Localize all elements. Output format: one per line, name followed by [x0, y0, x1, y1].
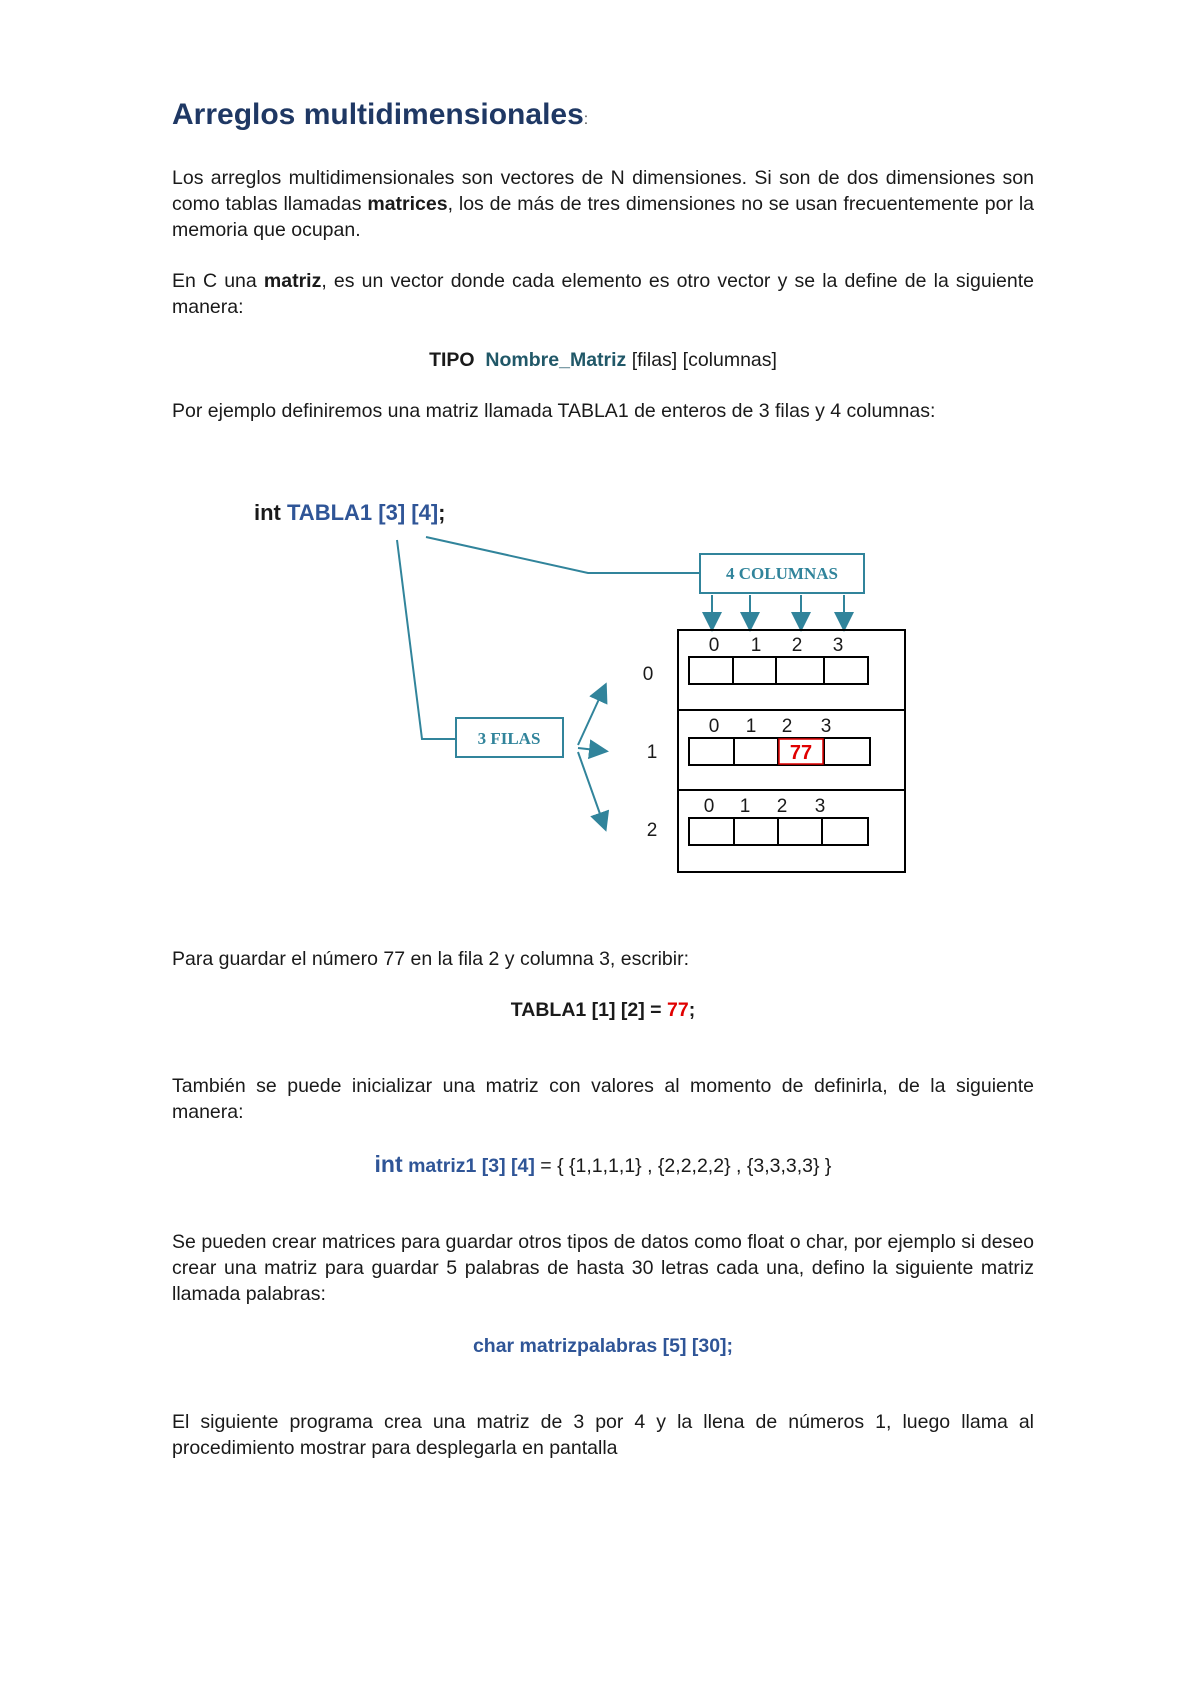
decl-int: int	[254, 500, 281, 525]
col-index: 1	[739, 796, 751, 817]
char-declaration	[172, 1333, 1034, 1359]
paragraph-store-77	[172, 946, 1034, 972]
rows-label: 3 FILAS	[477, 729, 541, 748]
column-arrows	[712, 595, 844, 628]
p6-text: Se pueden crear matrices para guardar otros tipos de datos como float o char, por ejemplo si deseo crear una matriz para guardar 5 palabras de hasta 30 letras cada una, defino la siguiente matriz llamada palabras:	[172, 1231, 1034, 1305]
assign-line	[172, 997, 1034, 1023]
title-text: Arreglos multidimensionales	[172, 98, 584, 131]
init-int: int	[374, 1151, 403, 1177]
init-values: = { {1,1,1,1} , {2,2,2,2} , {3,3,3,3} }	[534, 1155, 832, 1177]
decl-semicolon: ;	[438, 500, 446, 525]
init-name: matriz1 [3] [4]	[402, 1155, 535, 1177]
init-line	[172, 1151, 1034, 1179]
col-index: 0	[708, 635, 720, 656]
highlight-value: 77	[789, 742, 813, 764]
assign-left: TABLA1 [1] [2] =	[510, 999, 667, 1021]
p1-text-end: , los de más de tres dimensiones no se usan frecuentemente por la memoria que ocupan.	[172, 193, 1034, 241]
columns-label: 4 COLUMNAS	[726, 564, 838, 583]
row-arrows	[578, 686, 605, 828]
col-index: 2	[776, 796, 788, 817]
p3-text: Por ejemplo definiremos una matriz llamada TABLA1 de enteros de 3 filas y 4 columnas:	[172, 400, 936, 422]
col-index: 3	[820, 716, 832, 737]
col-index: 0	[708, 716, 720, 737]
matrix-row-1	[689, 716, 870, 765]
row-index-1: 1	[646, 742, 658, 763]
syntax-dims: [filas] [columnas]	[626, 349, 777, 371]
syntax-type: TIPO	[429, 349, 475, 371]
matrix-row-cells	[689, 657, 868, 684]
col-index: 2	[781, 716, 793, 737]
p1-bold-term: matrices	[367, 193, 448, 215]
char-decl-text: char matrizpalabras [5] [30];	[472, 1335, 734, 1357]
connector-lines	[397, 537, 700, 739]
row-index-0: 0	[642, 664, 654, 685]
paragraph-char	[172, 1229, 1034, 1307]
col-index: 1	[750, 635, 762, 656]
title-colon: :	[583, 111, 589, 128]
matrix-row-0	[689, 635, 868, 684]
col-index: 3	[814, 796, 826, 817]
p2-text-end: , es un vector donde cada elemento es otro vector y se la define de la siguiente manera:	[172, 270, 1034, 318]
matrix-row-2	[689, 796, 868, 845]
syntax-name: Nombre_Matriz	[485, 349, 627, 371]
p1-text: Los arreglos multidimensionales son vectores de N dimensiones. Si son de dos dimensiones son como tablas llamadas	[172, 167, 1034, 215]
assign-value: 77	[667, 999, 689, 1021]
col-index: 0	[703, 796, 715, 817]
col-index: 1	[745, 716, 757, 737]
p4-text: Para guardar el número 77 en la fila 2 y columna 3, escribir:	[172, 948, 690, 970]
p2-text: En C una	[172, 270, 264, 292]
p2-bold-term: matriz	[263, 270, 322, 292]
col-index: 2	[791, 635, 803, 656]
assign-semicolon: ;	[688, 999, 696, 1021]
paragraph-program	[172, 1409, 1034, 1461]
p5-text: También se puede inicializar una matriz con valores al momento de definirla, de la siguiente manera:	[172, 1075, 1034, 1123]
col-index: 3	[832, 635, 844, 656]
decl-name: TABLA1 [3] [4]	[280, 500, 439, 525]
row-index-2: 2	[646, 820, 658, 841]
paragraph-init	[172, 1073, 1034, 1125]
p7-text: El siguiente programa crea una matriz de 3 por 4 y la llena de números 1, luego llama al procedimiento mostrar para desplegarla en pantalla	[172, 1411, 1034, 1459]
